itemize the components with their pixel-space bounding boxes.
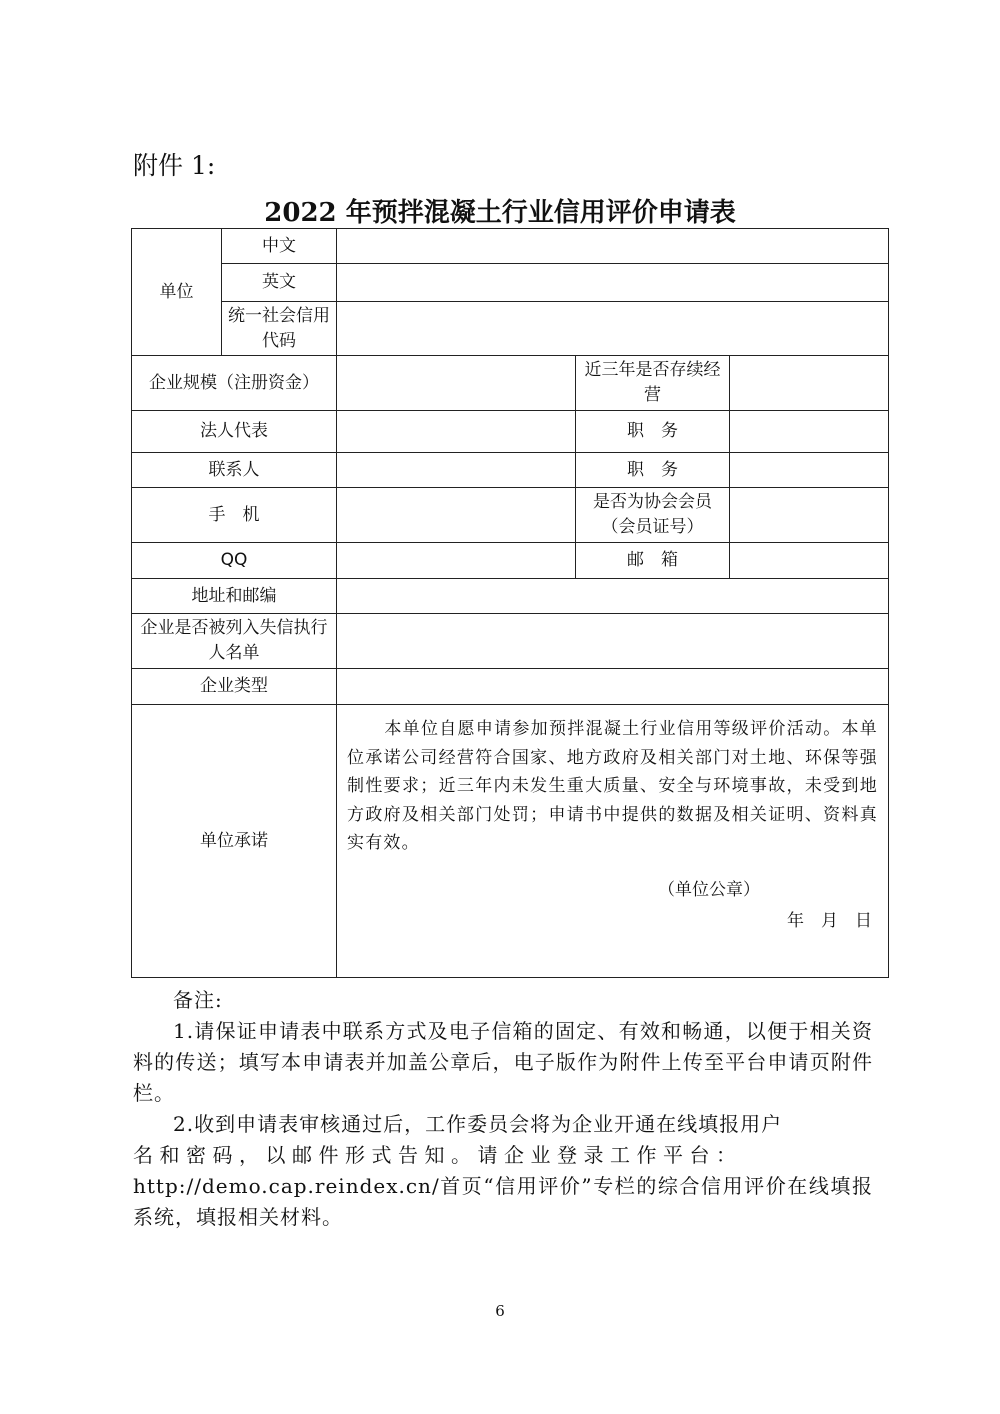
scale-field[interactable] [337, 356, 576, 411]
date-label: 年 月 日 [787, 910, 873, 931]
unit-cn-label: 中文 [222, 229, 337, 264]
application-form-table [131, 228, 889, 978]
pledge-label: 单位承诺 [132, 705, 337, 978]
mobile-label: 手 机 [132, 488, 337, 543]
position-field-2[interactable] [730, 453, 889, 488]
scale-label: 企业规模（注册资金） [132, 356, 337, 411]
note-item-2-line-3: http://demo.cap.reindex.cn/首页“信用评价”专栏的综合信用评价在线填报系统，填报相关材料。 [133, 1174, 873, 1229]
member-label: 是否为协会会员（会员证号） [576, 488, 730, 543]
position-field-1[interactable] [730, 411, 889, 453]
unit-cn-field[interactable] [337, 229, 889, 264]
address-field[interactable] [337, 579, 889, 614]
note-item-2-line-2: 名和密码，以邮件形式告知。请企业登录工作平台： [133, 1143, 743, 1167]
notes-heading: 备注: [173, 988, 223, 1012]
pledge-text: 本单位自愿申请参加预拌混凝土行业信用等级评价活动。本单位承诺公司经营符合国家、地方政府及相关部门对土地、环保等强制性要求；近三年内未发生重大质量、安全与环境事故，未受到地方政府及相关部门处罚；申请书中提供的数据及相关证明、资料真实有效。 [347, 719, 879, 853]
qq-field[interactable] [337, 543, 576, 579]
page-title: 2022 年预拌混凝土行业信用评价申请表 [264, 198, 736, 228]
legal-rep-label: 法人代表 [132, 411, 337, 453]
enterprise-type-label: 企业类型 [132, 669, 337, 705]
contact-label: 联系人 [132, 453, 337, 488]
pledge-cell [337, 705, 889, 978]
legal-rep-field[interactable] [337, 411, 576, 453]
member-field[interactable] [730, 488, 889, 543]
note-item-1: 1.请保证申请表中联系方式及电子信箱的固定、有效和畅通，以便于相关资料的传送；填写本申请表并加盖公章后，电子版作为附件上传至平台申请页附件栏。 [133, 1019, 873, 1105]
unit-en-label: 英文 [222, 264, 337, 302]
dishonest-list-label: 企业是否被列入失信执行人名单 [132, 614, 337, 669]
continuous-operation-label: 近三年是否存续经营 [576, 356, 730, 411]
note-item-2: 2.收到申请表审核通过后，工作委员会将为企业开通在线填报用户 [173, 1112, 783, 1136]
qq-label: QQ [132, 543, 337, 579]
notes [133, 985, 873, 1233]
unit-en-field[interactable] [337, 264, 889, 302]
continuous-operation-field[interactable] [730, 356, 889, 411]
seal-label: （单位公章） [658, 879, 761, 900]
address-label: 地址和邮编 [132, 579, 337, 614]
position-label-2: 职 务 [576, 453, 730, 488]
position-label-1: 职 务 [576, 411, 730, 453]
attachment-label: 附件 1: [133, 151, 216, 180]
page-number: 6 [495, 1302, 505, 1320]
email-label: 邮 箱 [576, 543, 730, 579]
email-field[interactable] [730, 543, 889, 579]
mobile-field[interactable] [337, 488, 576, 543]
credit-code-label: 统一社会信用代码 [222, 302, 337, 356]
unit-label: 单位 [132, 229, 222, 356]
credit-code-field[interactable] [337, 302, 889, 356]
dishonest-list-field[interactable] [337, 614, 889, 669]
contact-field[interactable] [337, 453, 576, 488]
enterprise-type-field[interactable] [337, 669, 889, 705]
